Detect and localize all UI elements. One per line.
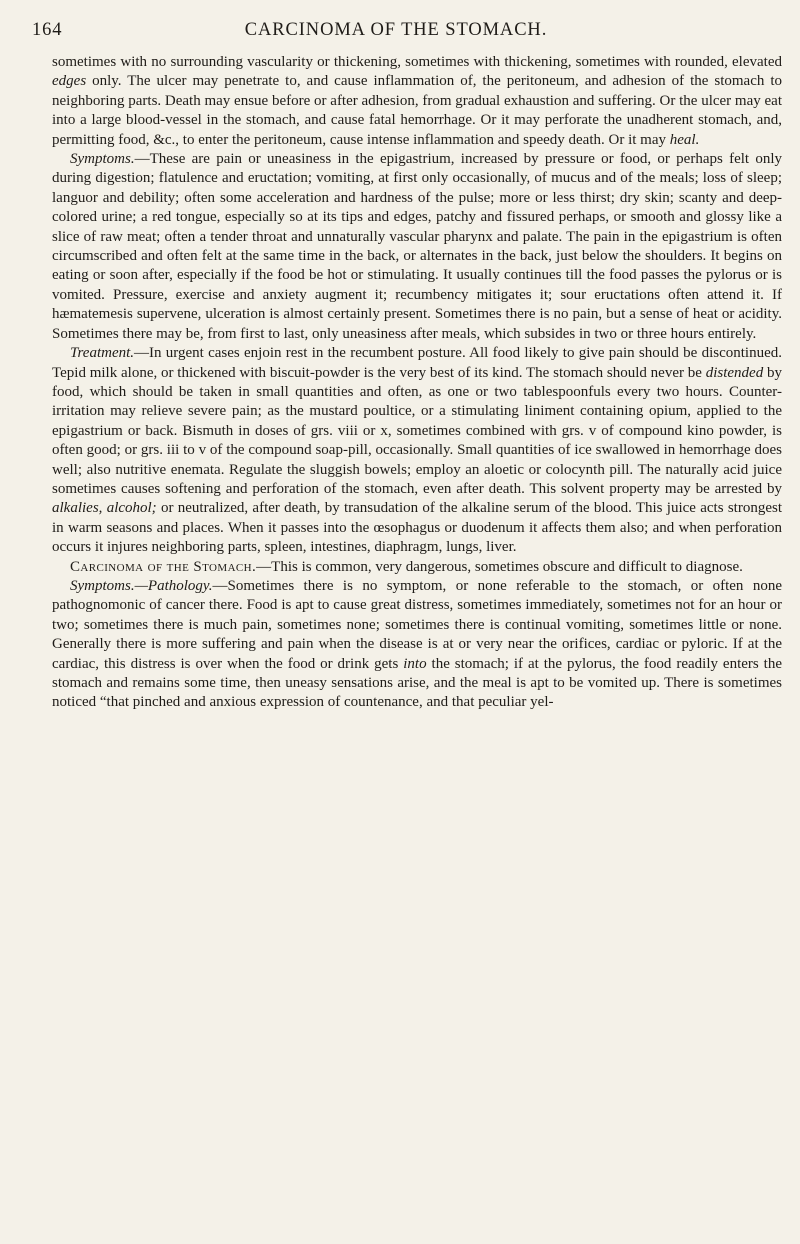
paragraph-carcinoma-symptoms: Symptoms.—Pathology.—Sometimes there is no symptom, or none referable to the stomach, or often none pathognomonic of cancer there. Food is apt to cause great distress, sometimes immediately, sometimes not for an hour or two; sometimes there is much pain, sometimes none; sometimes there is continual vomiting, sometimes little or none. Generally there is more suffering and pain when the disease is at or very near the orifices, cardiac or pyloric. If at the cardiac, this distress is over when the food or drink gets into the stomach; if at the pylorus, the food readily enters the stomach and remains some time, then uneasy sensations arise, and the meal is apt to be vomited up. There is sometimes noticed “that pinched and anxious expression of countenance, and that peculiar yel- — [52, 577, 782, 711]
paragraph-treatment: Treatment.—In urgent cases enjoin rest in the recumbent posture. All food likely to give pain should be discontinued. Tepid milk alone, or thickened with biscuit-powder is the very best of its kind. The stomach should never be distended by food, which should be taken in small quantities and often, as one or two tablespoonfuls every two hours. Counter-irritation may relieve severe pain; as the mustard poultice, or a stimulating liniment containing opium, applied to the epigastrium or back. Bismuth in doses of grs. viii or x, sometimes combined with grs. v of compound kino powder, is often good; or grs. iii to v of the compound soap-pill, occasionally. Small quantities of ice swallowed in hemorrhage does well; also nutritive enemata. Regulate the sluggish bowels; employ an aloetic or colocynth pill. The naturally acid juice sometimes causes softening and perforation of the stomach, even after death. This solvent property may be arrested by alkalies, alcohol; or neutralized, after death, by transudation of the alkaline serum of the blood. This juice acts strongest in warm seasons and places. When it passes into the œsophagus or duodenum it affects them also; and when perforation occurs it injures neighboring parts, spleen, intestines, diaphragm, lungs, liver. — [52, 345, 782, 556]
body-text — [52, 53, 782, 713]
section-heading-symptoms: Symptoms. — [70, 151, 135, 168]
running-head: CARCINOMA OF THE STOMACH. — [244, 20, 548, 40]
paragraph-ulcer-course: sometimes with no surrounding vascularity or thickening, sometimes with thickening, sometimes with rounded, elevated edges only. The ulcer may penetrate to, and cause inflammation of, the peritoneum, and adhesion of the stomach to neighboring parts. Death may ensue before or after adhesion, from gradual exhaustion and suffering. Or the ulcer may eat into a large blood-vessel in the stomach, and cause fatal hemorrhage. Or it may perforate the unadherent stomach, and, permitting food, &c., to enter the peritoneum, cause intense inflammation and speedy death. Or it may heal. — [52, 54, 782, 148]
section-heading-carcinoma: Carcinoma of the Stomach. — [70, 558, 257, 575]
page-number: 164 — [32, 20, 63, 40]
paragraph-carcinoma: Carcinoma of the Stomach.—This is common, very dangerous, sometimes obscure and difficult to diagnose. — [70, 558, 743, 575]
paragraph-symptoms: Symptoms.—These are pain or uneasiness in the epigastrium, increased by pressure or food, or perhaps felt only during digestion; flatulence and eructation; vomiting, at first only occasionally, of mucus and of the meals; loss of sleep; languor and debility; often some acceleration and hardness of the pulse; more or less thirst; dry skin; scanty and deep-colored urine; a red tongue, especially so at its tips and edges, patchy and fissured perhaps, or smooth and glossy like a slice of raw meat; often a tender throat and unnaturally vascular pharynx and palate. The pain in the epigastrium is often circumscribed and often felt at the same time in the back, or alternates in the back, just below the shoulders. It begins on eating or soon after, especially if the food be hot or stimulating. It usually continues till the food passes the pylorus or is vomited. Pressure, exercise and anxiety augment it; recumbency mitigates it; sour eructations often attend it. If hæmatemesis supervene, ulceration is almost certainly present. Sometimes there is no pain, but a sense of heat or acidity. Sometimes there may be, from first to last, only uneasiness after meals, which subsides in two or three hours entirely. — [52, 151, 782, 342]
section-heading-symptoms-pathology: Symptoms. — [70, 577, 135, 594]
page-header — [32, 20, 760, 48]
section-heading-treatment: Treatment. — [70, 345, 135, 362]
